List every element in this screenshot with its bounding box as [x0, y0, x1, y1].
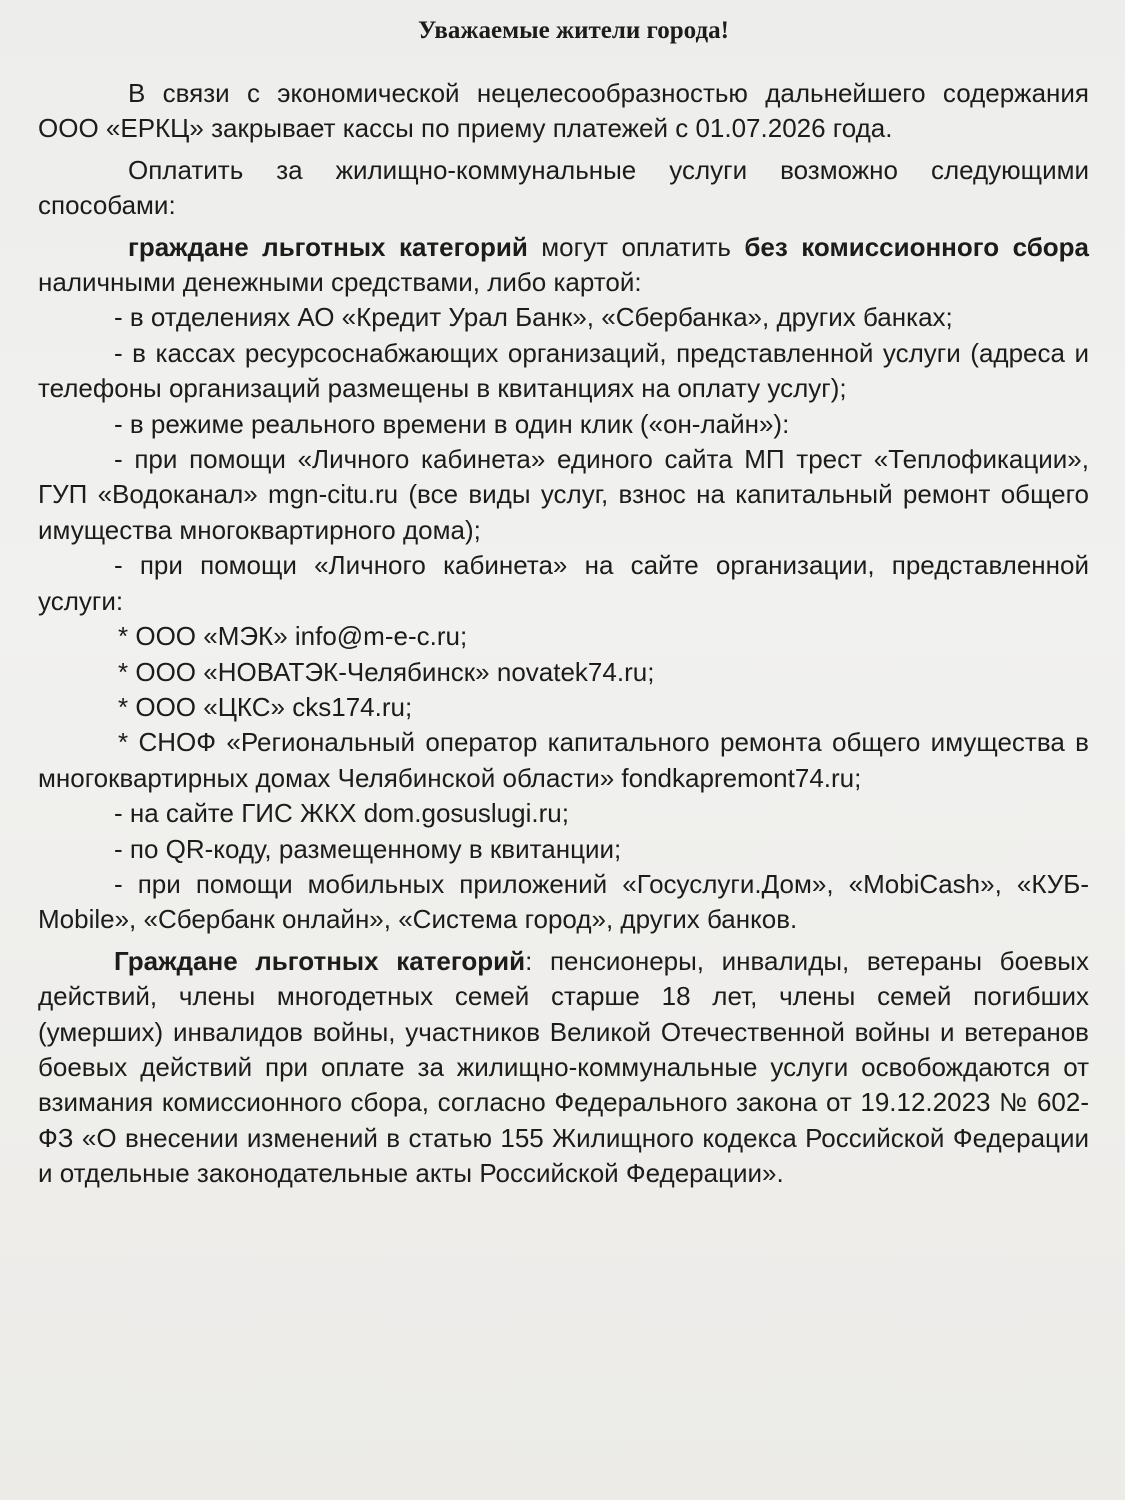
bold-privileged-categories: граждане льготных категорий — [128, 231, 528, 262]
list-item-supplier-cashdesks: - в кассах ресурсоснабжающих организаций, представленной услуги (адреса и телефоны организаций размещены в квитанциях на оплату услуг); — [38, 337, 1089, 404]
text-cash-or-card: наличными денежными средствами, либо картой: — [38, 267, 642, 298]
text-privileged-definition: : пенсионеры, инвалиды, ветераны боевых действий, члены многодетных семей старше 18 лет, члены семей погибших (умерших) инвалидов войны, участников Великой Отечественной войны и ветеранов боевых действий при оплате за жилищно-коммунальные услуги освобождаются от взимания комиссионного сбора, согласно Федерального закона от 19.12.2023 № 602-ФЗ «О внесении изменений в статью 155 Жилищного кодекса Российской Федерации и отдельные законодательные акты Российской Федерации». — [38, 945, 1089, 1189]
list-item-online: - в режиме реального времени в один клик («он-лайн»): — [114, 408, 790, 439]
notice-title: Уважаемые жители города! — [418, 17, 729, 44]
bold-privileged-categories-final: Граждане льготных категорий — [114, 945, 526, 976]
paragraph-privileged-definition — [38, 944, 1089, 1192]
paragraph-closure: В связи с экономической нецелесообразностью дальнейшего содержания ООО «ЕРКЦ» закрывает кассы по приему платежей с 01.07.2026 года. — [38, 78, 1089, 144]
text-can-pay: могут оплатить — [527, 231, 745, 262]
list-item-mobile-apps: - при помощи мобильных приложений «Госуслуги.Дом», «MobiCash», «КУБ-Mobile», «Сбербанк онлайн», «Система город», других банков. — [38, 868, 1089, 935]
org-item-novatek: * ООО «НОВАТЭК-Челябинск» novatek74.ru; — [118, 656, 655, 687]
notice-body — [38, 76, 1089, 1192]
paragraph-payment-methods: Оплатить за жилищно-коммунальные услуги возможно следующими способами: — [38, 154, 1089, 221]
org-item-fond-kapremont: * СНОФ «Региональный оператор капитального ремонта общего имущества в многоквартирных домах Челябинской области» fondkapremont74.ru; — [38, 727, 1089, 793]
list-item-gis-zhkh: - на сайте ГИС ЖКХ dom.gosuslugi.ru; — [114, 798, 569, 829]
paragraph-privileged — [38, 230, 1089, 301]
list-item-banks: - в отделениях АО «Кредит Урал Банк», «Сбербанка», других банках; — [114, 302, 953, 333]
list-item-personal-account-provider: - при помощи «Личного кабинета» на сайте организации, представленной услуги: — [38, 550, 1089, 616]
org-item-mek: * ООО «МЭК» info@m-e-c.ru; — [118, 621, 468, 652]
list-item-qr-code: - по QR-коду, размещенному в квитанции; — [114, 833, 622, 864]
bold-no-commission: без комиссионного сбора — [744, 231, 1089, 262]
org-item-cks: * ООО «ЦКС» cks174.ru; — [118, 691, 413, 722]
list-item-personal-account-single-site: - при помощи «Личного кабинета» единого сайта МП трест «Теплофикации», ГУП «Водоканал» mgn-citu.ru (все виды услуг, взнос на капитальный ремонт общего имущества многоквартирного дома); — [38, 444, 1089, 545]
